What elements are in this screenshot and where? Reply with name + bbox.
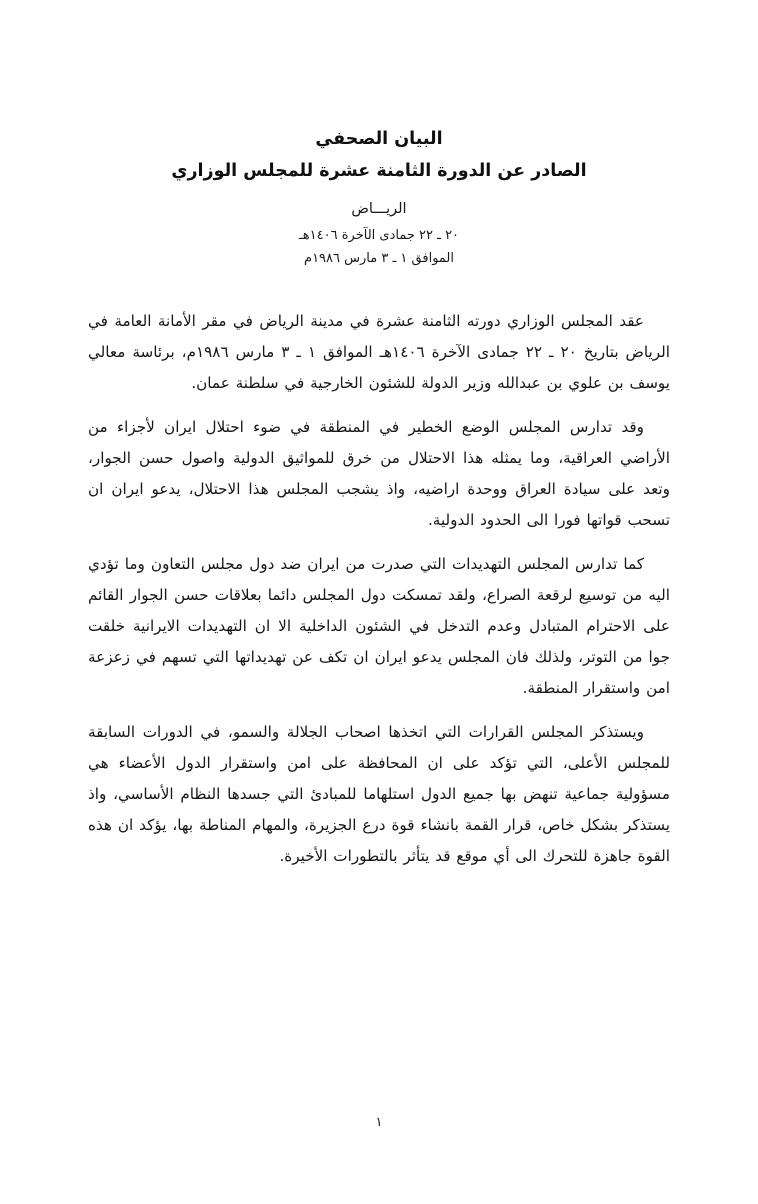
document-body	[88, 306, 670, 872]
paragraph: وقد تدارس المجلس الوضع الخطير في المنطقة في ضوء احتلال ايران لأجزاء من الأراضي العراقية، وما يمثله هذا الاحتلال من خرق للمواثيق الدولية واصول حسن الجوار، وتعد على سيادة العراق ووحدة اراضيه، واذ يشجب المجلس هذا الاحتلال، يدعو ايران ان تسحب قواتها فورا الى الحدود الدولية.	[88, 417, 670, 529]
document-page	[0, 126, 758, 1204]
place-line: الريـــاض	[351, 200, 407, 217]
page-number: ١	[375, 1115, 383, 1130]
document-header	[0, 126, 758, 266]
paragraph: كما تدارس المجلس التهديدات التي صدرت من ايران ضد دول مجلس التعاون وما تؤدي اليه من توسيع لرقعة الصراع، ولقد تمسكت دول المجلس دائما بعلاقات حسن الجوار القائم على الاحترام المتبادل وعدم التدخل في الشئون الداخلية الا ان التهديدات الايرانية خلقت جوا من التوتر، ولذلك فان المجلس يدعو ايران ان تكف عن تهديداتها التي تسهم في زعزعة امن واستقرار المنطقة.	[88, 554, 670, 697]
gregorian-date: الموافق ١ ـ ٣ مارس ١٩٨٦م	[304, 250, 454, 266]
paragraph: عقد المجلس الوزاري دورته الثامنة عشرة في مدينة الرياض في مقر الأمانة العامة في الرياض بتاريخ ٢٠ ـ ٢٢ جمادى الآخرة ١٤٠٦هـ الموافق ١ ـ ٣ مارس ١٩٨٦م، برئاسة معالي يوسف بن علوي بن عبدالله وزير الدولة للشئون الخارجية في سلطنة عمان.	[88, 311, 670, 392]
page-subtitle: الصادر عن الدورة الثامنة عشرة للمجلس الوزاري	[171, 161, 587, 182]
page-title: البيان الصحفي	[315, 129, 443, 149]
hijri-date: ٢٠ ـ ٢٢ جمادى الآخرة ١٤٠٦هـ	[298, 227, 460, 243]
paragraph: ويستذكر المجلس القرارات التي اتخذها اصحاب الجلالة والسمو، في الدورات السابقة للمجلس الأعلى، التي تؤكد على ان المحافظة على امن واستقرار الدول الأعضاء هي مسؤولية جماعية تنهض بها جميع الدول استلهاما للمبادئ التي جسدها النظام الأساسي، واذ يستذكر بشكل خاص، قرار القمة بانشاء قوة درع الجزيرة، والمهام المناطة بها، يؤكد ان هذه القوة جاهزة للتحرك الى أي موقع قد يتأثر بالتطورات الأخيرة.	[88, 722, 670, 865]
